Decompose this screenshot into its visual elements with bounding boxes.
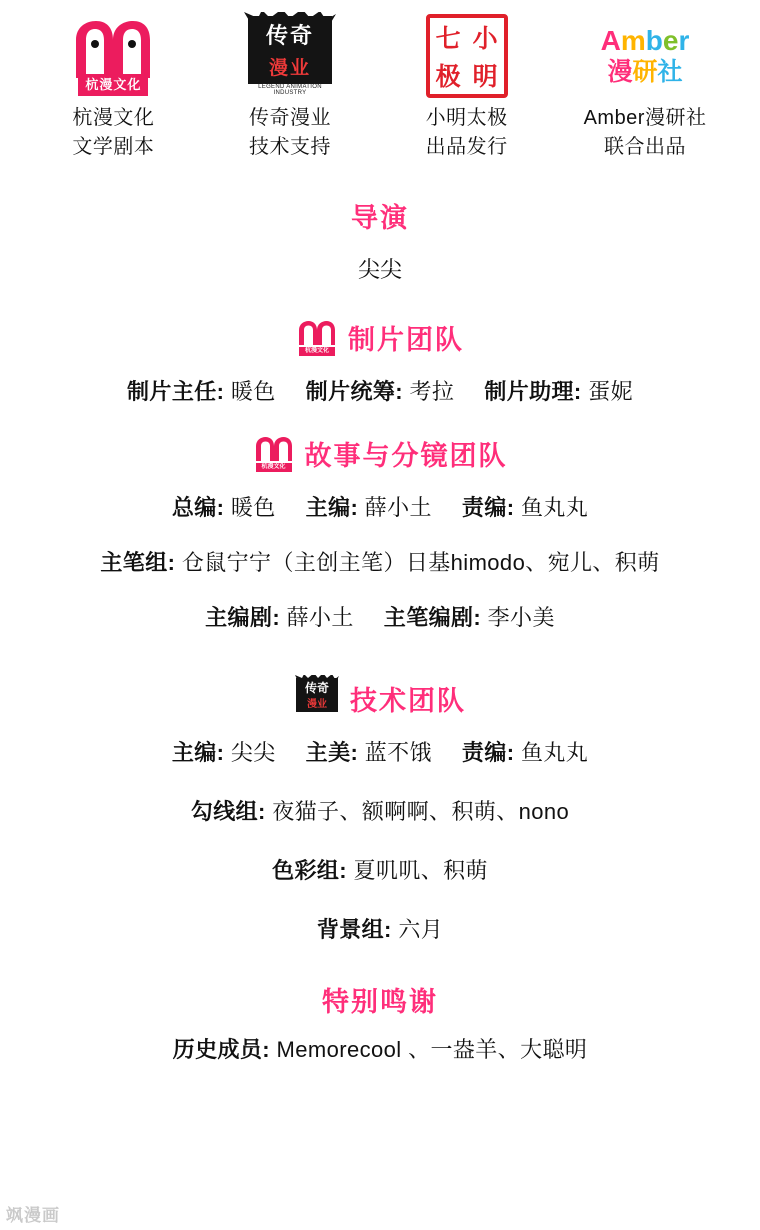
logo-caption-line-1: Amber漫研社 (583, 107, 707, 129)
xiaoming-seal-icon (426, 14, 508, 98)
credit-label: 主笔编剧: (383, 605, 482, 630)
credit-label: 总编: (171, 495, 225, 520)
hangman-mini-logo-text: 杭漫文化 (299, 347, 335, 356)
legend-logo-top-text: 传奇 (248, 16, 332, 56)
special-thanks-row (24, 1033, 736, 1066)
logo-caption-amber (584, 104, 707, 162)
logo-caption-line-1: 传奇漫业 (249, 107, 331, 129)
credit-label: 主编剧: (205, 605, 281, 630)
credit-name: 李小美 (487, 605, 555, 630)
legend-logo-sub-text: LEGEND ANIMATION INDUSTRY (258, 84, 322, 96)
credit-label: 主美: (305, 740, 359, 765)
credit-name: Memorecool 、一盎羊、大聪明 (276, 1037, 588, 1062)
credit-label: 责编: (461, 495, 515, 520)
section-heading-tech (24, 678, 736, 718)
hangman-culture-logo-art (70, 12, 156, 100)
credit-label: 勾线组: (190, 799, 266, 824)
logo-caption-line-2: 出品发行 (425, 136, 508, 158)
partner-logos-row (0, 0, 760, 162)
production-roles-row (24, 375, 736, 408)
logo-hangman-culture (40, 12, 187, 162)
logo-caption-legend (249, 104, 331, 162)
credit-item (172, 491, 276, 524)
section-title-director: 导演 (351, 203, 409, 233)
story-roles-row (24, 491, 736, 524)
hangman-mini-logo (253, 436, 295, 472)
logo-amber-manyanshe (570, 12, 720, 162)
credit-name: 鱼丸丸 (520, 495, 589, 520)
tech-roles-row (24, 736, 736, 769)
credit-item (205, 601, 354, 634)
tech-group-row (24, 913, 736, 946)
credit-label: 制片主任: (127, 379, 225, 404)
credit-label: 背景组: (316, 917, 392, 942)
credit-name: 鱼丸丸 (520, 740, 589, 765)
xiaoming-taiji-logo-art (426, 12, 508, 100)
credit-name: 薛小土 (364, 495, 432, 520)
logo-caption-line-2: 技术支持 (249, 136, 331, 158)
amber-cn-wordmark: 漫研社 (607, 57, 683, 86)
tech-group-row (24, 795, 736, 828)
amber-logo-art (570, 12, 720, 100)
section-title-production: 制片团队 (348, 325, 464, 355)
credit-name: 蓝不饿 (364, 740, 432, 765)
credit-label: 主编: (305, 495, 359, 520)
hangman-arch-icon (70, 18, 156, 80)
credit-name: 考拉 (409, 379, 455, 404)
credit-item (462, 736, 588, 769)
credit-item (462, 491, 588, 524)
credit-label: 责编: (461, 740, 515, 765)
credit-name: 仓鼠宁宁（主创主笔）日基himodo、宛儿、积萌 (181, 550, 660, 575)
logo-caption-line-1: 杭漫文化 (72, 107, 155, 129)
amber-wordmark: Amber (600, 24, 690, 56)
logo-caption-xiaoming (426, 104, 508, 162)
hangman-arch-icon (253, 436, 295, 462)
logo-legend-animation (217, 12, 364, 162)
credit-item (384, 601, 555, 634)
logo-caption-line-2: 联合出品 (604, 136, 687, 158)
seal-char-2: 小 (472, 25, 498, 53)
legend-mini-logo (294, 678, 340, 718)
credit-label: 主编: (171, 740, 225, 765)
credits-body (0, 162, 760, 1066)
writers-row (24, 601, 736, 634)
credit-item (127, 375, 276, 408)
seal-char-1: 七 (435, 25, 461, 53)
legend-mini-top-text: 传奇 (296, 678, 338, 698)
legend-logo-bottom-text: 漫业 (248, 54, 332, 84)
logo-caption-hangman (72, 104, 154, 162)
credit-name: 夏叽叽、积萌 (353, 858, 488, 883)
hangman-mini-logo (296, 320, 338, 356)
credit-item (306, 736, 432, 769)
credit-label: 制片统筹: (305, 379, 403, 404)
credit-label: 历史成员: (172, 1037, 271, 1062)
credit-name: 尖尖 (230, 740, 276, 765)
credit-item (484, 375, 633, 408)
credit-item (306, 375, 455, 408)
credit-label: 制片助理: (484, 379, 582, 404)
section-title-tech: 技术团队 (350, 685, 466, 716)
section-heading-production (24, 318, 736, 357)
logo-caption-line-1: 小明太极 (425, 107, 508, 129)
credit-name: 暖色 (230, 495, 276, 520)
credit-name: 薛小土 (286, 605, 354, 630)
director-name: 尖尖 (357, 257, 402, 282)
credit-name: 蛋妮 (588, 379, 633, 404)
seal-char-4: 明 (472, 63, 498, 91)
credit-name: 夜猫子、额啊啊、积萌、nono (272, 799, 570, 824)
hangman-culture-logo-text: 杭漫文化 (78, 74, 148, 96)
section-heading-story (24, 434, 736, 473)
credit-item (172, 736, 276, 769)
logo-caption-line-2: 文学剧本 (72, 136, 155, 158)
lead-artists-row (24, 546, 736, 579)
section-title-special-thanks: 特别鸣谢 (322, 987, 438, 1017)
credit-label: 色彩组: (272, 858, 347, 883)
legend-animation-logo-art (242, 12, 338, 100)
tech-group-row (24, 854, 736, 887)
logo-xiaoming-taiji (393, 12, 540, 162)
legend-mini-bottom-text: 漫业 (296, 697, 338, 712)
seal-char-3: 极 (435, 63, 461, 91)
credit-item (306, 491, 432, 524)
section-title-story: 故事与分镜团队 (304, 441, 508, 471)
hangman-arch-icon (296, 320, 338, 346)
hangman-mini-logo-text: 杭漫文化 (256, 463, 292, 472)
credit-name: 六月 (398, 917, 444, 942)
credit-name: 暖色 (230, 379, 276, 404)
watermark: 飒漫画 (6, 1206, 60, 1225)
credit-label: 主笔组: (100, 550, 176, 575)
